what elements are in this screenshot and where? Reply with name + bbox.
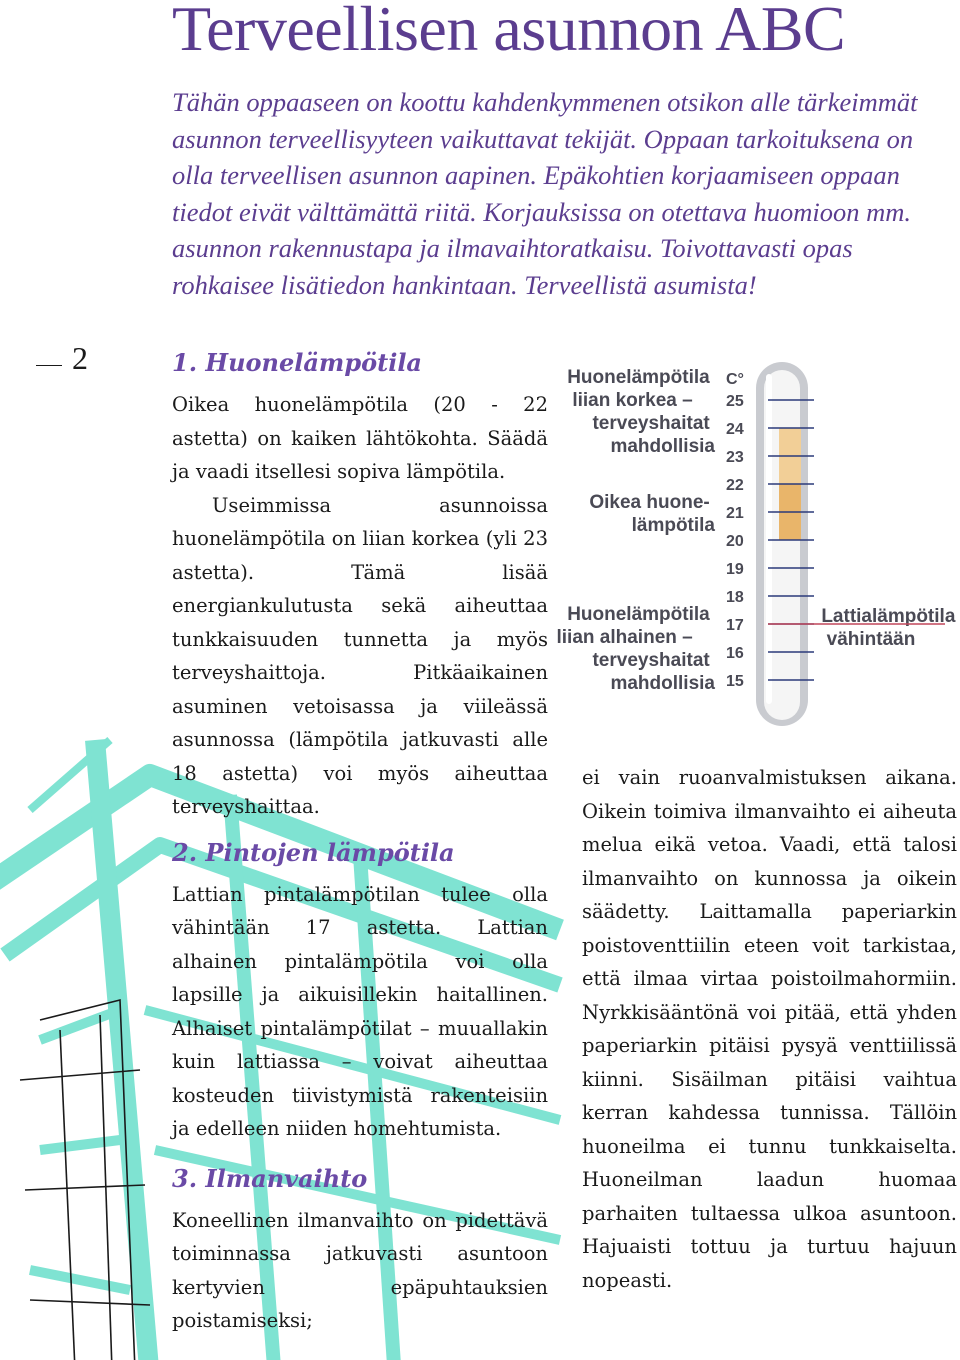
label-line: liian alhainen – <box>556 627 693 648</box>
section-heading: 1. Huonelämpötila <box>172 348 422 377</box>
section-heading: 3. Ilmanvaihto <box>172 1163 368 1193</box>
label-line: terveyshaitat <box>592 413 710 434</box>
thermo-label-too-low <box>557 604 716 694</box>
section-paragraph: Koneellinen ilmanvaihto on pidettävä toiminnassa jatkuvasti asuntoon kertyvien epäpuhtauksien poistamiseksi; <box>172 1208 548 1332</box>
scale-label: 24 <box>726 421 744 438</box>
label-line: Huonelämpötila <box>567 604 710 625</box>
section-heading: 2. Pintojen lämpötila <box>172 837 455 867</box>
section-paragraph: Useimmissa asunnoissa huonelämpötila on liian korkea (yli 23 astetta). Tämä lisää energiankulutusta sekä aiheuttaa tunkkaisuuden tunnetta ja myös terveyshaittoja. Pitkäaikainen asuminen vetoisassa ja viileässä asunnossa (lämpötila jatkuvasti alle 18 astetta) voi myös aiheuttaa terveyshaittaa. <box>172 493 548 818</box>
thermo-label-floor <box>821 606 960 650</box>
label-line: lämpötila <box>631 515 715 536</box>
label-line: Lattialämpötila <box>821 606 956 627</box>
scale-label: 25 <box>726 393 744 410</box>
label-line: mahdollisia <box>610 436 715 457</box>
scale-label: 21 <box>726 505 744 522</box>
label-line: liian korkea – <box>572 390 693 411</box>
scale-label: 17 <box>726 617 744 634</box>
right-column <box>582 761 957 1297</box>
section-paragraph: ei vain ruoanvalmistuksen aikana. Oikein toimiva ilmanvaihto ei aiheuta melua eikä vetoa. Vaadi, että talosi ilmanvaihto on kunnossa ja oikein säädetty. Laittamalla paperiarkin poistoventtiilin eteen voit tarkistaa, että ilmaa virtaa poistoilmahormiin. Nyrkkisääntönä voi pitää, että yhden paperiarkin pitäisi pysyä venttiilissä kiinni. Sisäilman pitäisi vaihtua kerran kahdessa tunnissa. Tällöin huoneilma ei tunnu tunkkaiselta. Huoneilman laadun huomaa parhaiten tultaessa ulkoa asuntoon. Hajuaisti tottuu ja turtuu hajuun nopeasti. <box>582 766 957 1292</box>
scale-label: 16 <box>726 645 744 662</box>
section-paragraph: Oikea huonelämpötila (20 - 22 astetta) on kaiken lähtökohta. Säädä ja vaadi itsellesi sopiva lämpötila. <box>172 393 548 483</box>
thermometer-figure <box>556 358 960 728</box>
label-line: terveyshaitat <box>592 650 710 671</box>
label-line: vähintään <box>826 629 916 650</box>
thermometer-highlight <box>766 374 772 704</box>
section-paragraph: Lattian pintalämpötilan tulee olla vähintään 17 astetta. Lattian alhainen pintalämpötila voi olla lapsille ja aikuisillekin haitallinen. Alhaiset pintalämpötilat – muuallakin kuin lattiassa – voivat aiheuttaa kosteuden tiivistymistä rakenteisiin ja edelleen niiden homehtumista. <box>172 882 548 1140</box>
label-line: Huonelämpötila <box>567 367 710 388</box>
scale-label: 20 <box>726 533 744 550</box>
thermo-label-too-high <box>567 367 715 457</box>
scale-label: 18 <box>726 589 744 606</box>
intro-paragraph: Tähän oppaaseen on koottu kahdenkymmenen otsikon alle tärkeimmät asunnon terveellisyyteen vaikuttavat tekijät. Oppaan tarkoituksena on olla terveellisen asunnon aapinen. Epäkohtien korjaamiseen oppaan tiedot eivät välttämättä riitä. Korjauksissa on otettava huomioon mm. asunnon rakennustapa ja ilmavaihtoratkaisu. Toivottavasti opas rohkaisee lisätiedon hankintaan. Terveellistä asumista! <box>172 87 918 300</box>
page-number-rule <box>36 365 62 366</box>
left-column <box>172 346 548 1338</box>
page-number: 2 <box>72 340 88 376</box>
unit-label: C° <box>726 371 744 388</box>
page-title: Terveellisen asunnon ABC <box>172 0 846 64</box>
label-line: mahdollisia <box>610 673 715 694</box>
scale-label: 23 <box>726 449 744 466</box>
scale-label: 22 <box>726 477 744 494</box>
thermo-label-correct <box>589 492 715 536</box>
label-line: Oikea huone- <box>589 492 710 513</box>
scale-label: 15 <box>726 673 744 690</box>
scale-label: 19 <box>726 561 744 578</box>
